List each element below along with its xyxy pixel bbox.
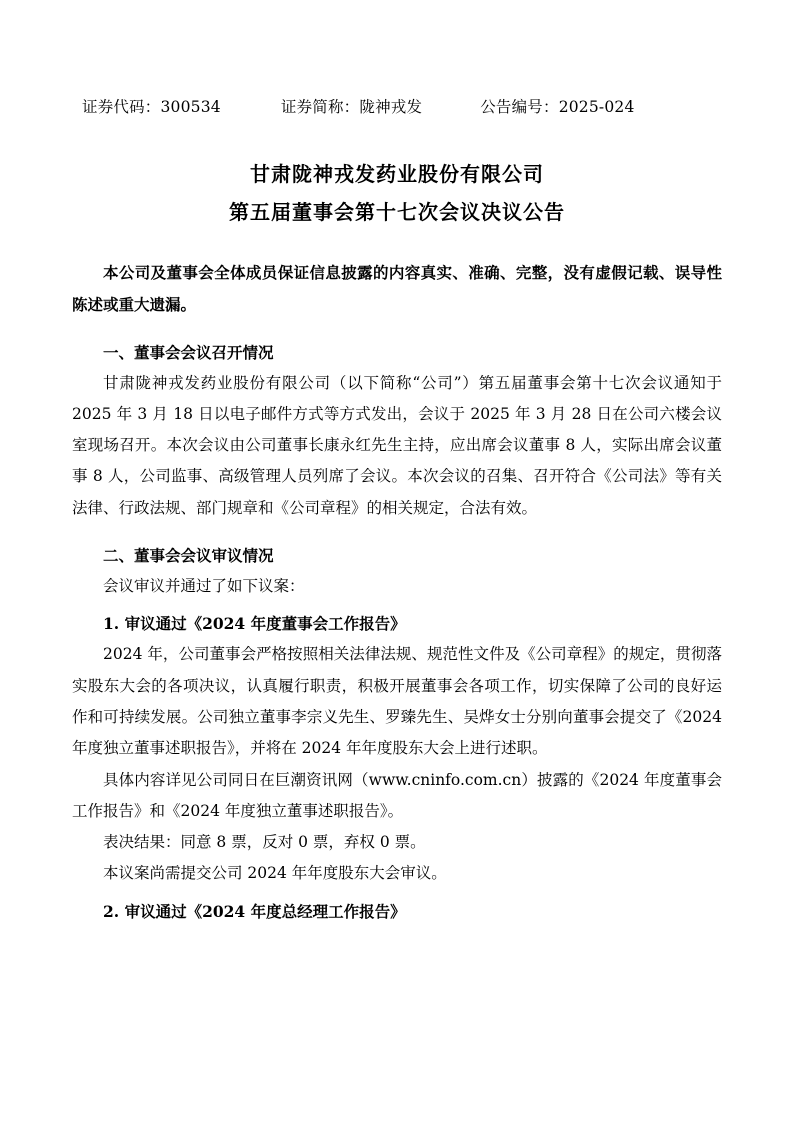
item-1-shareholder-note: 本议案尚需提交公司 2024 年年度股东大会审议。 <box>103 864 447 883</box>
notice-number: 公告编号：2025-024 <box>480 98 635 116</box>
section-1-paragraph-1: 甘肃陇神戎发药业股份有限公司（以下简称“公司”）第五届董事会第十七次会议通知于 2025 年 3 月 18 日以电子邮件方式等方式发出，会议于 2025 年 3 月 28 日在公司六楼会议室现场召开。本次会议由公司董事长康永红先生主持，应出席会议董事 8 人，实际出席会议董事 8 人，公司监事、高级管理人员列席了会议。本次会议的召集、召开符合《公司法》等有关法律、行政法规、部门规章和《公司章程》的相关规定，合法有效。 <box>72 373 722 517</box>
disclosure-statement: 本公司及董事会全体成员保证信息披露的内容真实、准确、完整，没有虚假记载、误导性陈述或重大遗漏。 <box>72 263 722 314</box>
security-name: 证券简称：陇神戎发 <box>280 98 423 116</box>
item-heading-2: 2. 审议通过《2024 年度总经理工作报告》 <box>103 901 406 921</box>
item-1-vote-result: 表决结果：同意 8 票，反对 0 票，弃权 0 票。 <box>103 833 426 852</box>
section-heading-1: 一、董事会会议召开情况 <box>103 342 274 362</box>
item-heading-1: 1. 审议通过《2024 年度董事会工作报告》 <box>103 614 406 634</box>
section-heading-2: 二、董事会会议审议情况 <box>103 546 274 566</box>
document-header <box>72 95 722 117</box>
section-2-paragraph-1: 会议审议并通过了如下议案： <box>103 577 305 596</box>
title-line-subject: 第五届董事会第十七次会议决议公告 <box>229 200 565 224</box>
title-line-company: 甘肃陇神戎发药业股份有限公司 <box>250 162 544 186</box>
item-1-paragraph-1: 2024 年，公司董事会严格按照相关法律法规、规范性文件及《公司章程》的规定，贯彻落实股东大会的各项决议，认真履行职责，积极开展董事会各项工作，切实保障了公司的良好运作和可持续发展。公司独立董事李宗义先生、罗臻先生、吴烨女士分别向董事会提交了《2024 年度独立董事述职报告》，并将在 2024 年年度股东大会上进行述职。 <box>72 645 722 758</box>
item-1-paragraph-2: 具体内容详见公司同日在巨潮资讯网（www.cninfo.com.cn）披露的《2024 年度董事会工作报告》和《2024 年度独立董事述职报告》。 <box>72 770 722 820</box>
security-code: 证券代码：300534 <box>82 98 221 116</box>
document-title <box>72 155 722 231</box>
